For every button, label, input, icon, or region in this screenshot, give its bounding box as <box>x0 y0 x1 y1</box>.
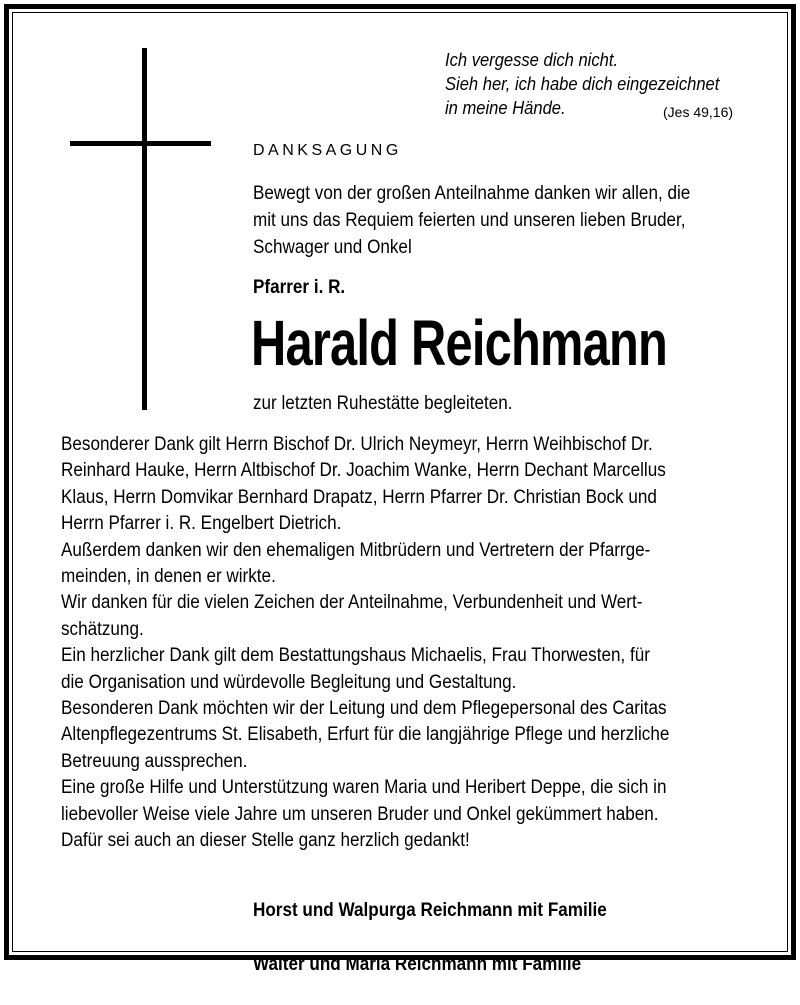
deceased-name: Harald Reichmann <box>251 307 668 379</box>
signature-line: Horst und Walpurga Reichmann mit Familie <box>253 900 607 921</box>
signature-line: Walter und Maria Reichmann mit Familie <box>253 954 582 975</box>
quote-reference: (Jes 49,16) <box>663 104 734 120</box>
quote-line: Ich vergesse dich nicht. <box>445 50 619 70</box>
intro-text: Bewegt von der großen Anteilnahme danken wir allen, die mit uns das Requiem feierten und unseren lieben Bruder, Schwager und Onkel <box>253 183 691 258</box>
quote-line: Sieh her, ich habe dich eingezeichnet <box>445 74 720 94</box>
cross-vertical-bar <box>142 48 147 410</box>
after-name-text: zur letzten Ruhestätte begleiteten. <box>253 393 513 414</box>
quote-line: in meine Hände. <box>445 98 566 118</box>
signatures <box>253 870 607 1005</box>
deceased-title: Pfarrer i. R. <box>253 277 346 298</box>
body-text: Besonderer Dank gilt Herrn Bischof Dr. Ulrich Neymeyr, Herrn Weihbischof Dr. Reinhard Hauke, Herrn Altbischof Dr. Joachim Wanke, Herrn Dechant Marcellus Klaus, Herrn Domvikar Bernhard Drapatz, Herrn Pfarrer Dr. Christian Bock und Herrn Pfarrer i. R. Engelbert Dietrich. Außerdem danken wir den ehemaligen Mitbrüdern und Vertretern der Pfarrge- meinden, in denen er wirkte. Wir danken für die vielen Zeichen der Anteilnahme, Verbundenheit und Wert- schätzung. Ein herzlicher Dank gilt dem Bestattungshaus Michaelis, Frau Thorwesten, für die Organisation und würdevolle Begleitung und Gestaltung. Besonderen Dank möchten wir der Leitung und dem Pflegepersonal des Caritas Altenpflegezentrums St. Elisabeth, Erfurt für die langjährige Pflege und herzliche Betreuung aussprechen. Eine große Hilfe und Unterstützung waren Maria und Heribert Deppe, die sich in liebevoller Weise viele Jahre um unseren Bruder und Onkel gekümmert haben. Dafür sei auch an dieser Stelle ganz herzlich gedankt! <box>61 434 670 852</box>
notice-heading: DANKSAGUNG <box>253 142 402 159</box>
cross-horizontal-bar <box>70 141 211 146</box>
